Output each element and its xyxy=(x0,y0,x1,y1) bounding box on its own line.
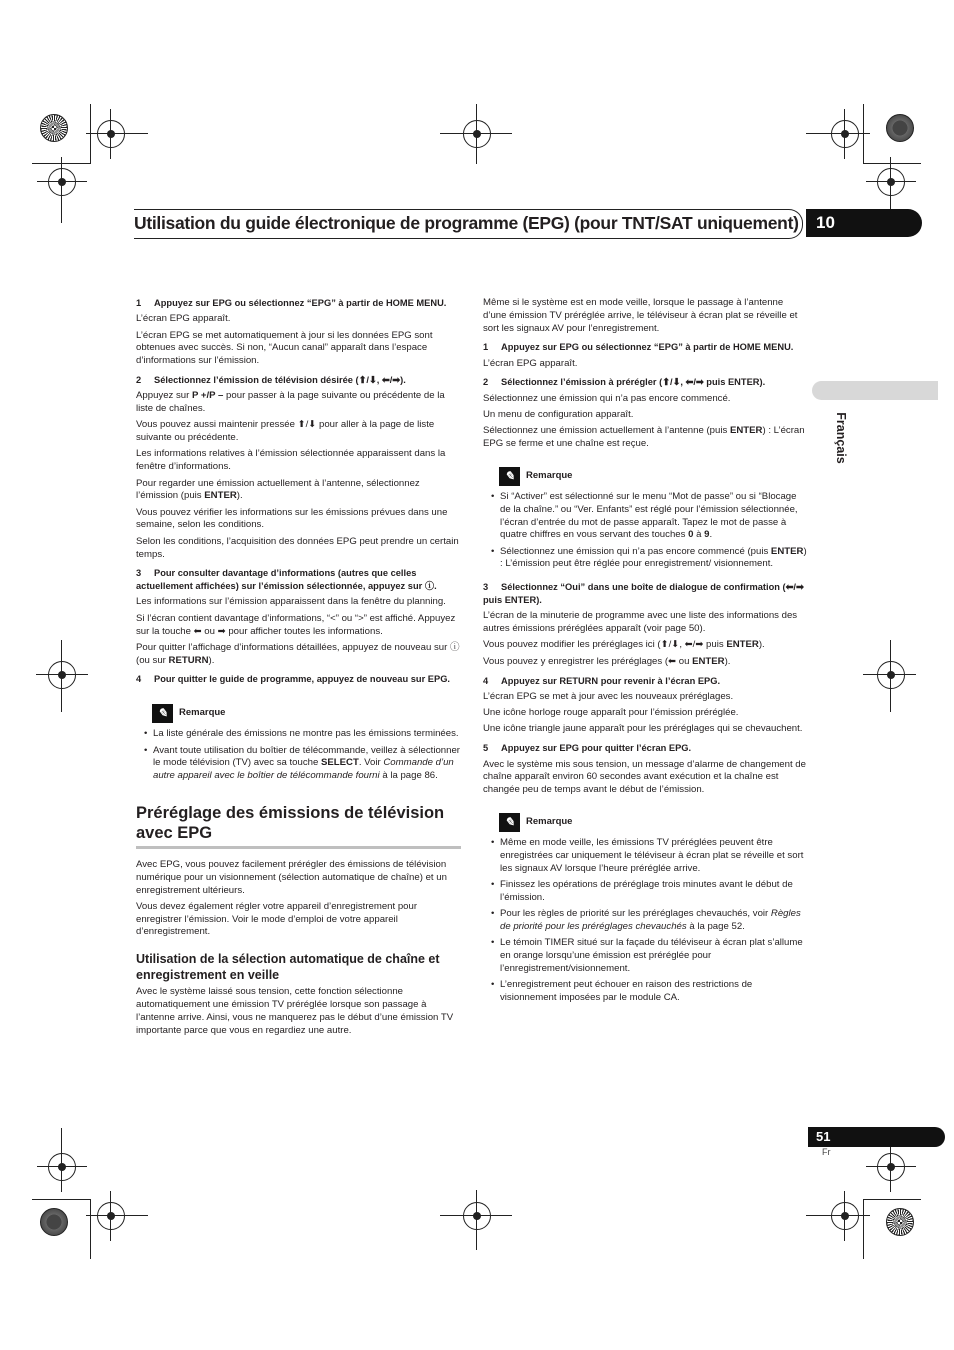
note-item: • Même en mode veille, les émissions TV préréglées peuvent être enregistrées car uniquement le téléviseur à écran plat se réveille et sort les signaux AV lorsque l’heure préréglée arrive. xyxy=(483,837,808,875)
paragraph: Vous devez également régler votre appareil d’enregistrement pour enregistrer l’émission. Voir le mode d’emploi de votre appareil d’enregistrement. xyxy=(136,900,418,938)
color-target-icon xyxy=(40,114,68,142)
paragraph: Un menu de configuration apparaît. xyxy=(483,409,634,421)
paragraph: Vous pouvez y enregistrer les préréglages (⬅ ou ENTER). xyxy=(483,655,731,667)
paragraph: Avec le système laissé sous tension, cette fonction sélectionne automatiquement une émission TV préréglée lorsque son passage à l’antenne arrive. Ainsi, vous ne manquerez pas le début d’une émission TV importante parce que vous en regardiez une autre. xyxy=(136,986,454,1036)
paragraph: Les informations sur l’émission apparaissent dans la fenêtre du planning. xyxy=(136,596,446,608)
note-item: • Sélectionnez une émission qui n’a pas encore commencé (puis ENTER) : L’émission peut être réglée pour enregistrement/ visionnement. xyxy=(483,546,808,572)
paragraph: Les informations relatives à l’émission sélectionnée apparaissent dans la fenêtre d’informations. xyxy=(136,448,446,473)
step-3: 3 Sélectionnez “Oui” dans une boîte de dialogue de confirmation (⬅/➡ puis ENTER). xyxy=(483,582,804,606)
color-target-icon xyxy=(886,114,914,142)
paragraph: Pour quitter l’affichage d’informations détaillées, appuyez de nouveau sur ⓘ (ou sur RETURN). xyxy=(136,641,460,666)
note-heading: ✎ Remarque xyxy=(499,467,808,486)
step-3: 3 Pour consulter davantage d’informations (autres que celles actuellement affichées) sur l’émission sélectionnée, appuyez sur ⓘ. xyxy=(136,568,437,592)
note-pencil-icon: ✎ xyxy=(152,704,173,723)
paragraph: L’écran EPG se met automatiquement à jour si les données EPG sont obtenues avec succès. Si non, “Aucun canal” apparaît dans l’espace d’informations sur l’émission. xyxy=(136,329,433,367)
step-1: 1 Appuyez sur EPG ou sélectionnez “EPG” à partir de HOME MENU. xyxy=(136,298,447,308)
note-pencil-icon: ✎ xyxy=(499,813,520,832)
paragraph: Si l’écran contient davantage d’informations, “<” ou “>” est affiché. Appuyez sur la touche ⬅ ou ➡ pour afficher toutes les informations. xyxy=(136,612,456,637)
paragraph: Vous pouvez vérifier les informations sur les émissions prévues dans une semaine, selon les conditions. xyxy=(136,506,448,531)
paragraph: Une icône triangle jaune apparaît pour les préréglages qui se chevauchent. xyxy=(483,723,803,735)
note-item: • L’enregistrement peut échouer en raison des restrictions de visionnement imposées par le module CA. xyxy=(483,979,808,1005)
color-target-icon xyxy=(40,1208,68,1236)
step-4: 4 Pour quitter le guide de programme, appuyez de nouveau sur EPG. xyxy=(136,674,451,685)
page-title: Utilisation du guide électronique de programme (EPG) (pour TNT/SAT uniquement) xyxy=(134,213,799,233)
paragraph: L’écran EPG se met à jour avec les nouveaux préréglages. xyxy=(483,690,734,702)
paragraph: Vous pouvez aussi maintenir pressée ⬆/⬇ pour aller à la page de liste suivante ou précédente. xyxy=(136,419,435,444)
right-column xyxy=(483,297,808,1008)
note-item: • La liste générale des émissions ne montre pas les émissions terminées. xyxy=(136,728,461,741)
paragraph: Pour regarder une émission actuellement à l’antenne, sélectionnez l’émission (puis ENTER). xyxy=(136,477,420,502)
language-code: Fr xyxy=(822,1147,831,1157)
step-2: 2 Sélectionnez l’émission à prérégler (⬆/⬇, ⬅/➡ puis ENTER). xyxy=(483,377,766,388)
paragraph: Selon les conditions, l’acquisition des données EPG peut prendre un certain temps. xyxy=(136,535,459,560)
page-number: 51 xyxy=(808,1127,945,1147)
step-2: 2 Sélectionnez l’émission de télévision désirée (⬆/⬇, ⬅/➡). xyxy=(136,374,406,385)
note-pencil-icon: ✎ xyxy=(499,467,520,486)
paragraph: Appuyez sur P +/P – pour passer à la page suivante ou précédente de la liste de chaînes. xyxy=(136,390,445,415)
subsection-heading: Utilisation de la sélection automatique de chaîne et enregistrement en veille xyxy=(136,952,440,983)
note-heading: ✎ Remarque xyxy=(499,813,808,832)
section-heading: Préréglage des émissions de télévision avec EPG xyxy=(136,803,461,849)
paragraph: Une icône horloge rouge apparaît pour l’émission préréglée. xyxy=(483,707,739,719)
note-item: • Finissez les opérations de préréglage trois minutes avant le début de l’émission. xyxy=(483,879,808,905)
paragraph: Sélectionnez une émission actuellement à l’antenne (puis ENTER) : L’écran EPG se ferme et une chaîne est reçue. xyxy=(483,425,805,450)
step-5: 5 Appuyez sur EPG pour quitter l’écran EPG. xyxy=(483,743,692,754)
note-item: • Le témoin TIMER situé sur la façade du téléviseur à écran plat s’allume en orange lorsqu’une émission est préréglée pour l’enregistrement/visionnement. xyxy=(483,937,808,975)
step-1: 1 Appuyez sur EPG ou sélectionnez “EPG” à partir de HOME MENU. xyxy=(483,342,794,353)
paragraph: Sélectionnez une émission qui n’a pas encore commencé. xyxy=(483,392,731,404)
paragraph: L’écran EPG apparaît. xyxy=(136,313,231,325)
paragraph: L’écran EPG apparaît. xyxy=(483,357,578,369)
note-item: • Si “Activer” est sélectionné sur le menu “Mot de passe” ou si “Blocage de la chaîne.” ou “Ver. Enfants” est réglé pour l’émission sélectionnée, l’écran d’entrée du mot de passe apparaît. Tapez le mot de passe à quatre chiffres en vous servant des touches 0 à 9. xyxy=(483,491,808,542)
language-tab xyxy=(812,381,938,400)
note-heading: ✎ Remarque xyxy=(152,704,461,723)
paragraph: L’écran de la minuterie de programme avec une liste des informations des autres émissions préréglées apparaît (voir page 50). xyxy=(483,610,798,635)
color-target-icon xyxy=(886,1208,914,1236)
language-label: Français xyxy=(834,412,848,464)
step-4: 4 Appuyez sur RETURN pour revenir à l’écran EPG. xyxy=(483,675,721,686)
paragraph: Avec le système mis sous tension, un message d’alarme de changement de chaîne apparaît environ 60 secondes avant exécution et la chaîne est changée peu de temps avant le début de l’émission. xyxy=(483,758,806,796)
note-item: • Avant toute utilisation du boîtier de télécommande, veillez à sélectionner le mode télévision (TV) avec sa touche SELECT. Voir Commande d’un autre appareil avec le boîtier de télécommande fourni à la page 86. xyxy=(136,745,461,783)
paragraph: Vous pouvez modifier les préréglages ici (⬆/⬇, ⬅/➡ puis ENTER). xyxy=(483,639,765,651)
left-column xyxy=(136,297,461,1041)
chapter-number: 10 xyxy=(806,209,922,237)
paragraph: Avec EPG, vous pouvez facilement prérégler des émissions de télévision numérique pour un visionnement (sélection automatique de chaîne) et un enregistrement ultérieurs. xyxy=(136,858,447,896)
note-item: • Pour les règles de priorité sur les préréglages chevauchés, voir Règles de priorité pour les préréglages chevauchés à la page 52. xyxy=(483,908,808,934)
paragraph: Même si le système est en mode veille, lorsque le passage à l’antenne d’une émission TV préréglée arrive, le téléviseur à écran plat se réveille et sort les signaux AV pour l’enregistrement. xyxy=(483,297,798,334)
